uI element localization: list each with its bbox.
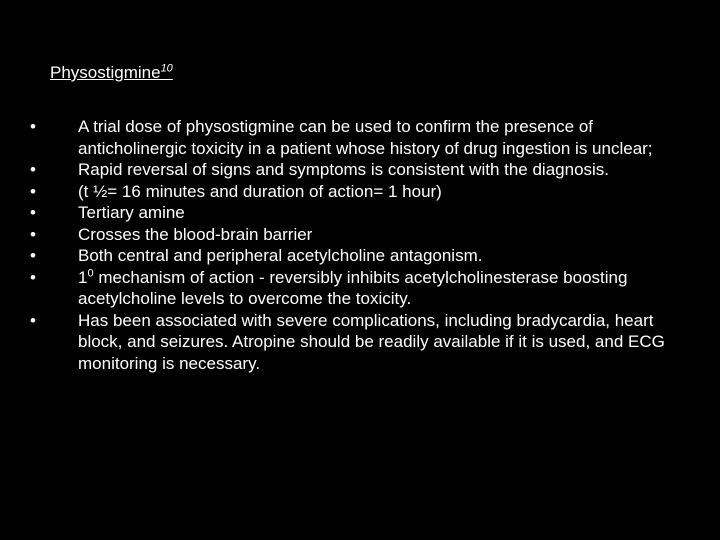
bullet-text: (t ½= 16 minutes and duration of action= 1 hour) [78,181,442,201]
bullet-text: Rapid reversal of signs and symptoms is consistent with the diagnosis. [78,160,610,179]
bullet-text: Tertiary amine [78,203,185,222]
slide-title-text: Physostigmine [50,63,161,82]
bullet-icon: • [30,267,36,287]
bullet-text: Crosses the blood-brain barrier [78,224,313,244]
bullet-icon: • [30,224,36,244]
bullet-item [30,159,680,181]
bullet-item [30,224,680,246]
bullet-prefix: 1 [78,267,88,287]
slide-title [50,62,173,84]
bullet-text: A trial dose of physostigmine can be used to confirm the presence of anticholinergic toxicity in a patient whose history of drug ingestion is unclear; [78,117,653,158]
bullet-item [30,202,680,224]
bullet-item [30,181,680,203]
bullet-item [30,310,680,375]
bullet-icon: • [30,160,36,179]
bullet-text-mechanism [78,267,680,310]
bullet-icon: • [30,246,36,265]
bullet-item [30,267,680,310]
bullet-icon: • [30,310,36,330]
bullet-text: mechanism of action - reversibly inhibits acetylcholinesterase boosting acetylcholine levels to overcome the toxicity. [78,267,628,308]
bullet-prefix-superscript: 0 [87,266,94,279]
bullet-item [30,116,680,159]
bullet-text: Has been associated with severe complications, including bradycardia, heart block, and seizures. Atropine should be readily available if it is used, and ECG monitoring is necessary. [78,310,665,373]
bullet-icon: • [30,117,36,136]
bullet-text: Both central and peripheral acetylcholine antagonism. [78,246,483,265]
bullet-list [30,116,680,374]
bullet-icon: • [30,181,36,201]
slide-title-superscript: 10 [160,62,173,75]
bullet-icon: • [30,203,36,222]
bullet-item [30,245,680,267]
